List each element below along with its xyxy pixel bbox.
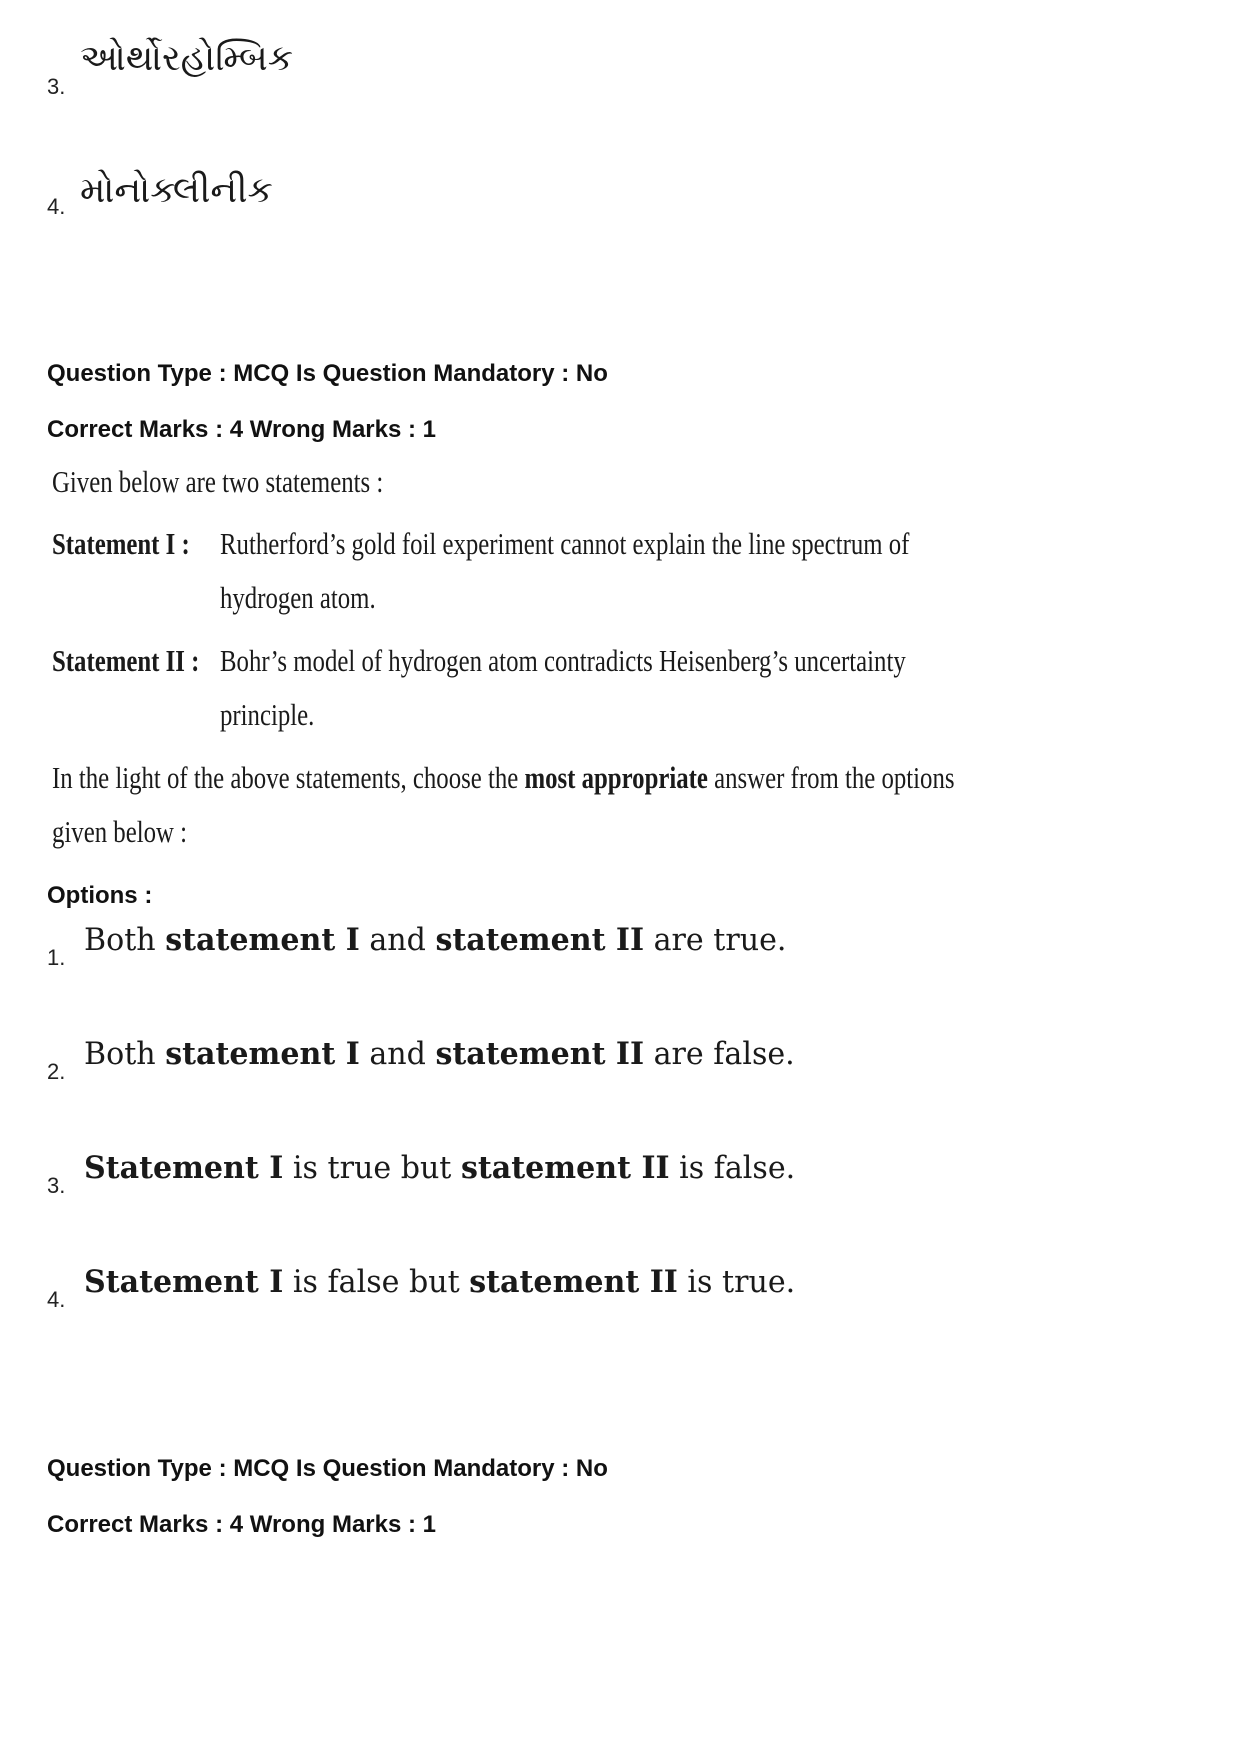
option-3-text[interactable]: Statement I is true but statement II is false. — [84, 1150, 796, 1186]
option-number: 4. — [47, 194, 66, 219]
option-4-text[interactable]: Statement I is false but statement II is true. — [84, 1264, 796, 1300]
question-meta-type: Question Type : MCQ Is Question Mandatory : No — [47, 360, 608, 387]
option-text: મોનોક્લીનીક — [80, 170, 273, 211]
option-number: 1. — [47, 945, 66, 970]
statement-2-text: Bohr’s model of hydrogen atom contradicts Heisenberg’s uncertainty — [220, 643, 906, 678]
option-text: ઓર્થોરહોમ્બિક — [80, 38, 294, 79]
statement-1-label: Statement I : — [52, 526, 190, 561]
question-instruction: In the light of the above statements, choose the most appropriate answer from the options — [52, 760, 955, 795]
statement-2-label: Statement II : — [52, 643, 200, 678]
options-label: Options : — [47, 882, 153, 909]
statement-1-text-cont: hydrogen atom. — [220, 580, 376, 615]
option-number: 3. — [47, 1173, 66, 1198]
next-question-meta-type: Question Type : MCQ Is Question Mandatory : No — [47, 1455, 608, 1482]
option-2-text[interactable]: Both statement I and statement II are false. — [84, 1036, 795, 1072]
statement-1-text: Rutherford’s gold foil experiment cannot explain the line spectrum of — [220, 526, 910, 561]
option-number: 3. — [47, 74, 66, 99]
question-meta-marks: Correct Marks : 4 Wrong Marks : 1 — [47, 416, 437, 443]
question-instruction-cont: given below : — [52, 814, 187, 849]
option-number: 2. — [47, 1059, 66, 1084]
statement-2-text-cont: principle. — [220, 697, 315, 732]
option-number: 4. — [47, 1287, 66, 1312]
question-intro: Given below are two statements : — [52, 464, 384, 499]
option-1-text[interactable]: Both statement I and statement II are true. — [84, 922, 787, 958]
next-question-meta-marks: Correct Marks : 4 Wrong Marks : 1 — [47, 1511, 437, 1538]
